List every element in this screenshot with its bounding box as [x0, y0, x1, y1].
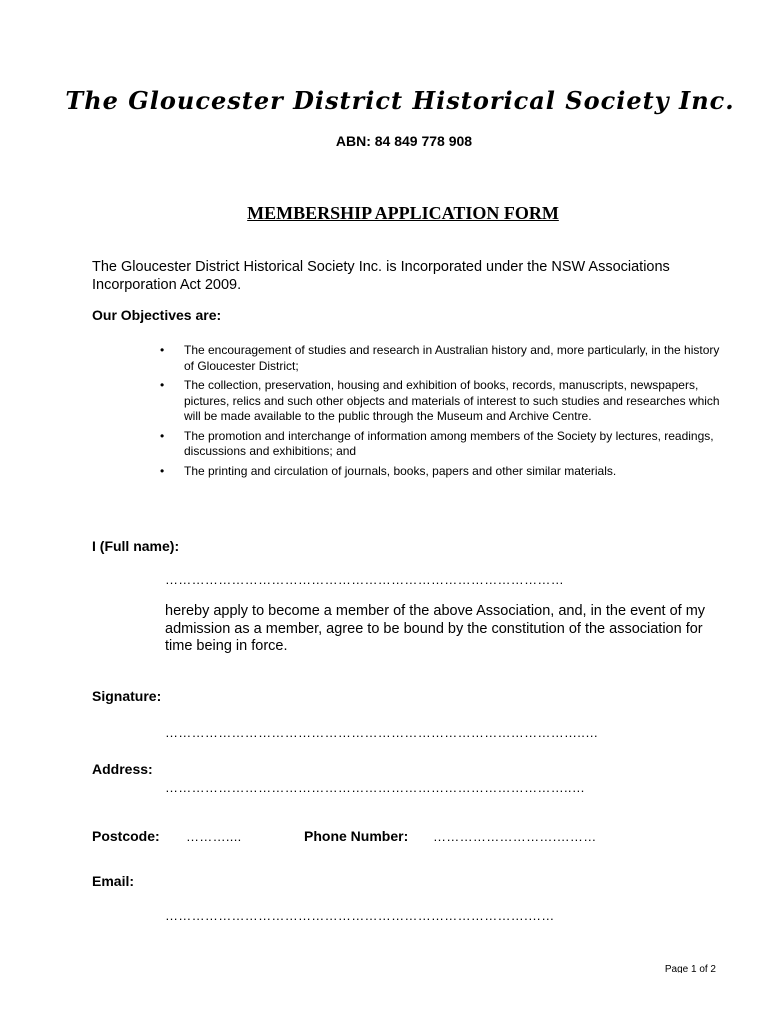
full-name-field[interactable]: ………………………………………………………………………………	[165, 572, 564, 587]
page-number: Page 1 of 2	[664, 964, 716, 973]
society-title: The Gloucester District Historical Society Inc.	[65, 86, 735, 115]
email-field[interactable]: ……………………………………………………………………….……	[165, 908, 555, 923]
declaration-text: hereby apply to become a member of the above Association, and, in the event of my admission as a member, agree to be bound by the constitution of the association for time being in force.	[165, 603, 706, 654]
email-label: Email:	[92, 873, 135, 889]
address-field[interactable]: ………………………………………………………………………………..…	[165, 780, 586, 795]
objectives-list	[160, 343, 720, 483]
phone-field[interactable]: ……………………….………	[433, 829, 597, 844]
postcode-label: Postcode:	[92, 828, 160, 844]
objectives-heading: Our Objectives are:	[92, 307, 222, 323]
objective-item: • The printing and circulation of journals, books, papers and other similar materials.	[160, 464, 720, 480]
objective-item: • The collection, preservation, housing and exhibition of books, records, manuscripts, newspapers, pictures, relics and such other objects and materials of interest to such studies and researches which will be made available to the public through the Museum and Archive Centre.	[160, 378, 720, 425]
signature-label: Signature:	[92, 688, 162, 704]
form-title: MEMBERSHIP APPLICATION FORM	[247, 203, 559, 223]
full-name-label: I (Full name):	[92, 538, 180, 554]
postcode-field[interactable]: ………....	[186, 829, 242, 844]
objective-item: • The promotion and interchange of information among members of the Society by lectures, readings, discussions and exhibitions; and	[160, 429, 720, 460]
phone-label: Phone Number:	[304, 828, 409, 844]
signature-field[interactable]: …………………………………………………………………………………..…	[165, 725, 599, 740]
address-label: Address:	[92, 761, 153, 777]
intro-paragraph: The Gloucester District Historical Society Inc. is Incorporated under the NSW Associations Incorporation Act 2009.	[92, 259, 670, 293]
objective-item: • The encouragement of studies and research in Australian history and, more particularly, in the history of Gloucester District;	[160, 343, 720, 374]
abn-number: ABN: 84 849 778 908	[335, 133, 473, 149]
